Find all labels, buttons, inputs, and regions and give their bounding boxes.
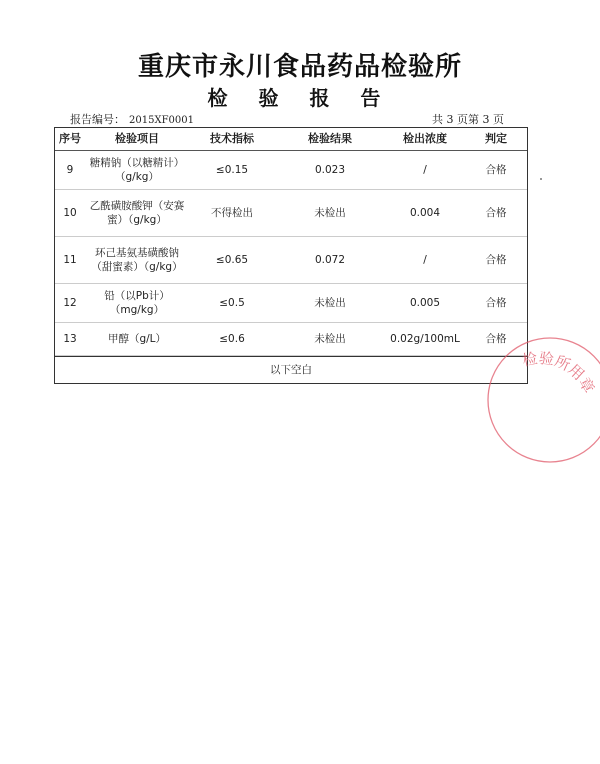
column-header-item: 检验项目 bbox=[115, 132, 159, 145]
row-standard: 不得检出 bbox=[211, 207, 253, 219]
table-row bbox=[55, 190, 527, 237]
row-result: 未检出 bbox=[314, 207, 346, 219]
row-no: 10 bbox=[63, 207, 77, 219]
row-item: 乙酰磺胺酸钾（安赛蜜）（g/kg） bbox=[89, 200, 185, 226]
column-header-concentration: 检出浓度 bbox=[403, 132, 447, 145]
row-judgement: 合格 bbox=[485, 164, 507, 176]
report-number bbox=[70, 111, 194, 127]
row-result: 未检出 bbox=[314, 333, 346, 345]
row-judgement: 合格 bbox=[485, 297, 507, 309]
column-header-standard: 技术指标 bbox=[210, 132, 254, 145]
row-item: 甲醇（g/L） bbox=[107, 333, 167, 345]
row-result: 0.023 bbox=[314, 164, 346, 176]
institution-title: 重庆市永川食品药品检验所 bbox=[137, 52, 462, 82]
row-item: 环己基氨基磺酸钠（甜蜜素）（g/kg） bbox=[91, 247, 183, 273]
row-item: 铅（以Pb计）（mg/kg） bbox=[104, 290, 170, 316]
row-no: 9 bbox=[66, 164, 74, 176]
row-standard: ≤0.65 bbox=[215, 254, 249, 266]
row-concentration: 0.02g/100mL bbox=[390, 333, 460, 345]
row-result: 0.072 bbox=[314, 254, 346, 266]
svg-text:检验所用章: 检验所用章 bbox=[520, 348, 599, 397]
row-judgement: 合格 bbox=[485, 254, 507, 266]
table-header-row bbox=[55, 128, 527, 151]
results-table bbox=[54, 127, 528, 384]
report-number-value: 2015XF0001 bbox=[129, 115, 194, 126]
row-result: 未检出 bbox=[314, 297, 346, 309]
blank-below-note: 以下空白 bbox=[270, 364, 312, 376]
table-row bbox=[55, 284, 527, 323]
report-number-label: 报告编号： bbox=[70, 113, 125, 126]
column-header-judgement: 判定 bbox=[485, 132, 507, 145]
official-seal-stamp bbox=[480, 330, 600, 470]
row-no: 11 bbox=[63, 254, 77, 266]
row-no: 13 bbox=[63, 333, 77, 345]
report-title: 检 验 报 告 bbox=[207, 86, 393, 110]
row-judgement: 合格 bbox=[485, 333, 507, 345]
row-standard: ≤0.5 bbox=[219, 297, 245, 309]
row-concentration: / bbox=[423, 254, 427, 266]
row-concentration: / bbox=[423, 164, 427, 176]
page-info: 共 3 页第 3 页 bbox=[432, 113, 504, 126]
row-concentration: 0.004 bbox=[409, 207, 441, 219]
table-row bbox=[55, 151, 527, 190]
row-no: 12 bbox=[63, 297, 77, 309]
row-standard: ≤0.6 bbox=[219, 333, 245, 345]
column-header-no: 序号 bbox=[59, 132, 81, 145]
row-item: 糖精钠（以糖精计）（g/kg） bbox=[89, 157, 185, 183]
table-row bbox=[55, 323, 527, 356]
row-standard: ≤0.15 bbox=[215, 164, 249, 176]
blank-below-row bbox=[55, 356, 527, 383]
column-header-result: 检验结果 bbox=[308, 132, 352, 145]
table-row bbox=[55, 237, 527, 284]
row-judgement: 合格 bbox=[485, 207, 507, 219]
scan-speck bbox=[540, 178, 542, 180]
row-concentration: 0.005 bbox=[409, 297, 441, 309]
